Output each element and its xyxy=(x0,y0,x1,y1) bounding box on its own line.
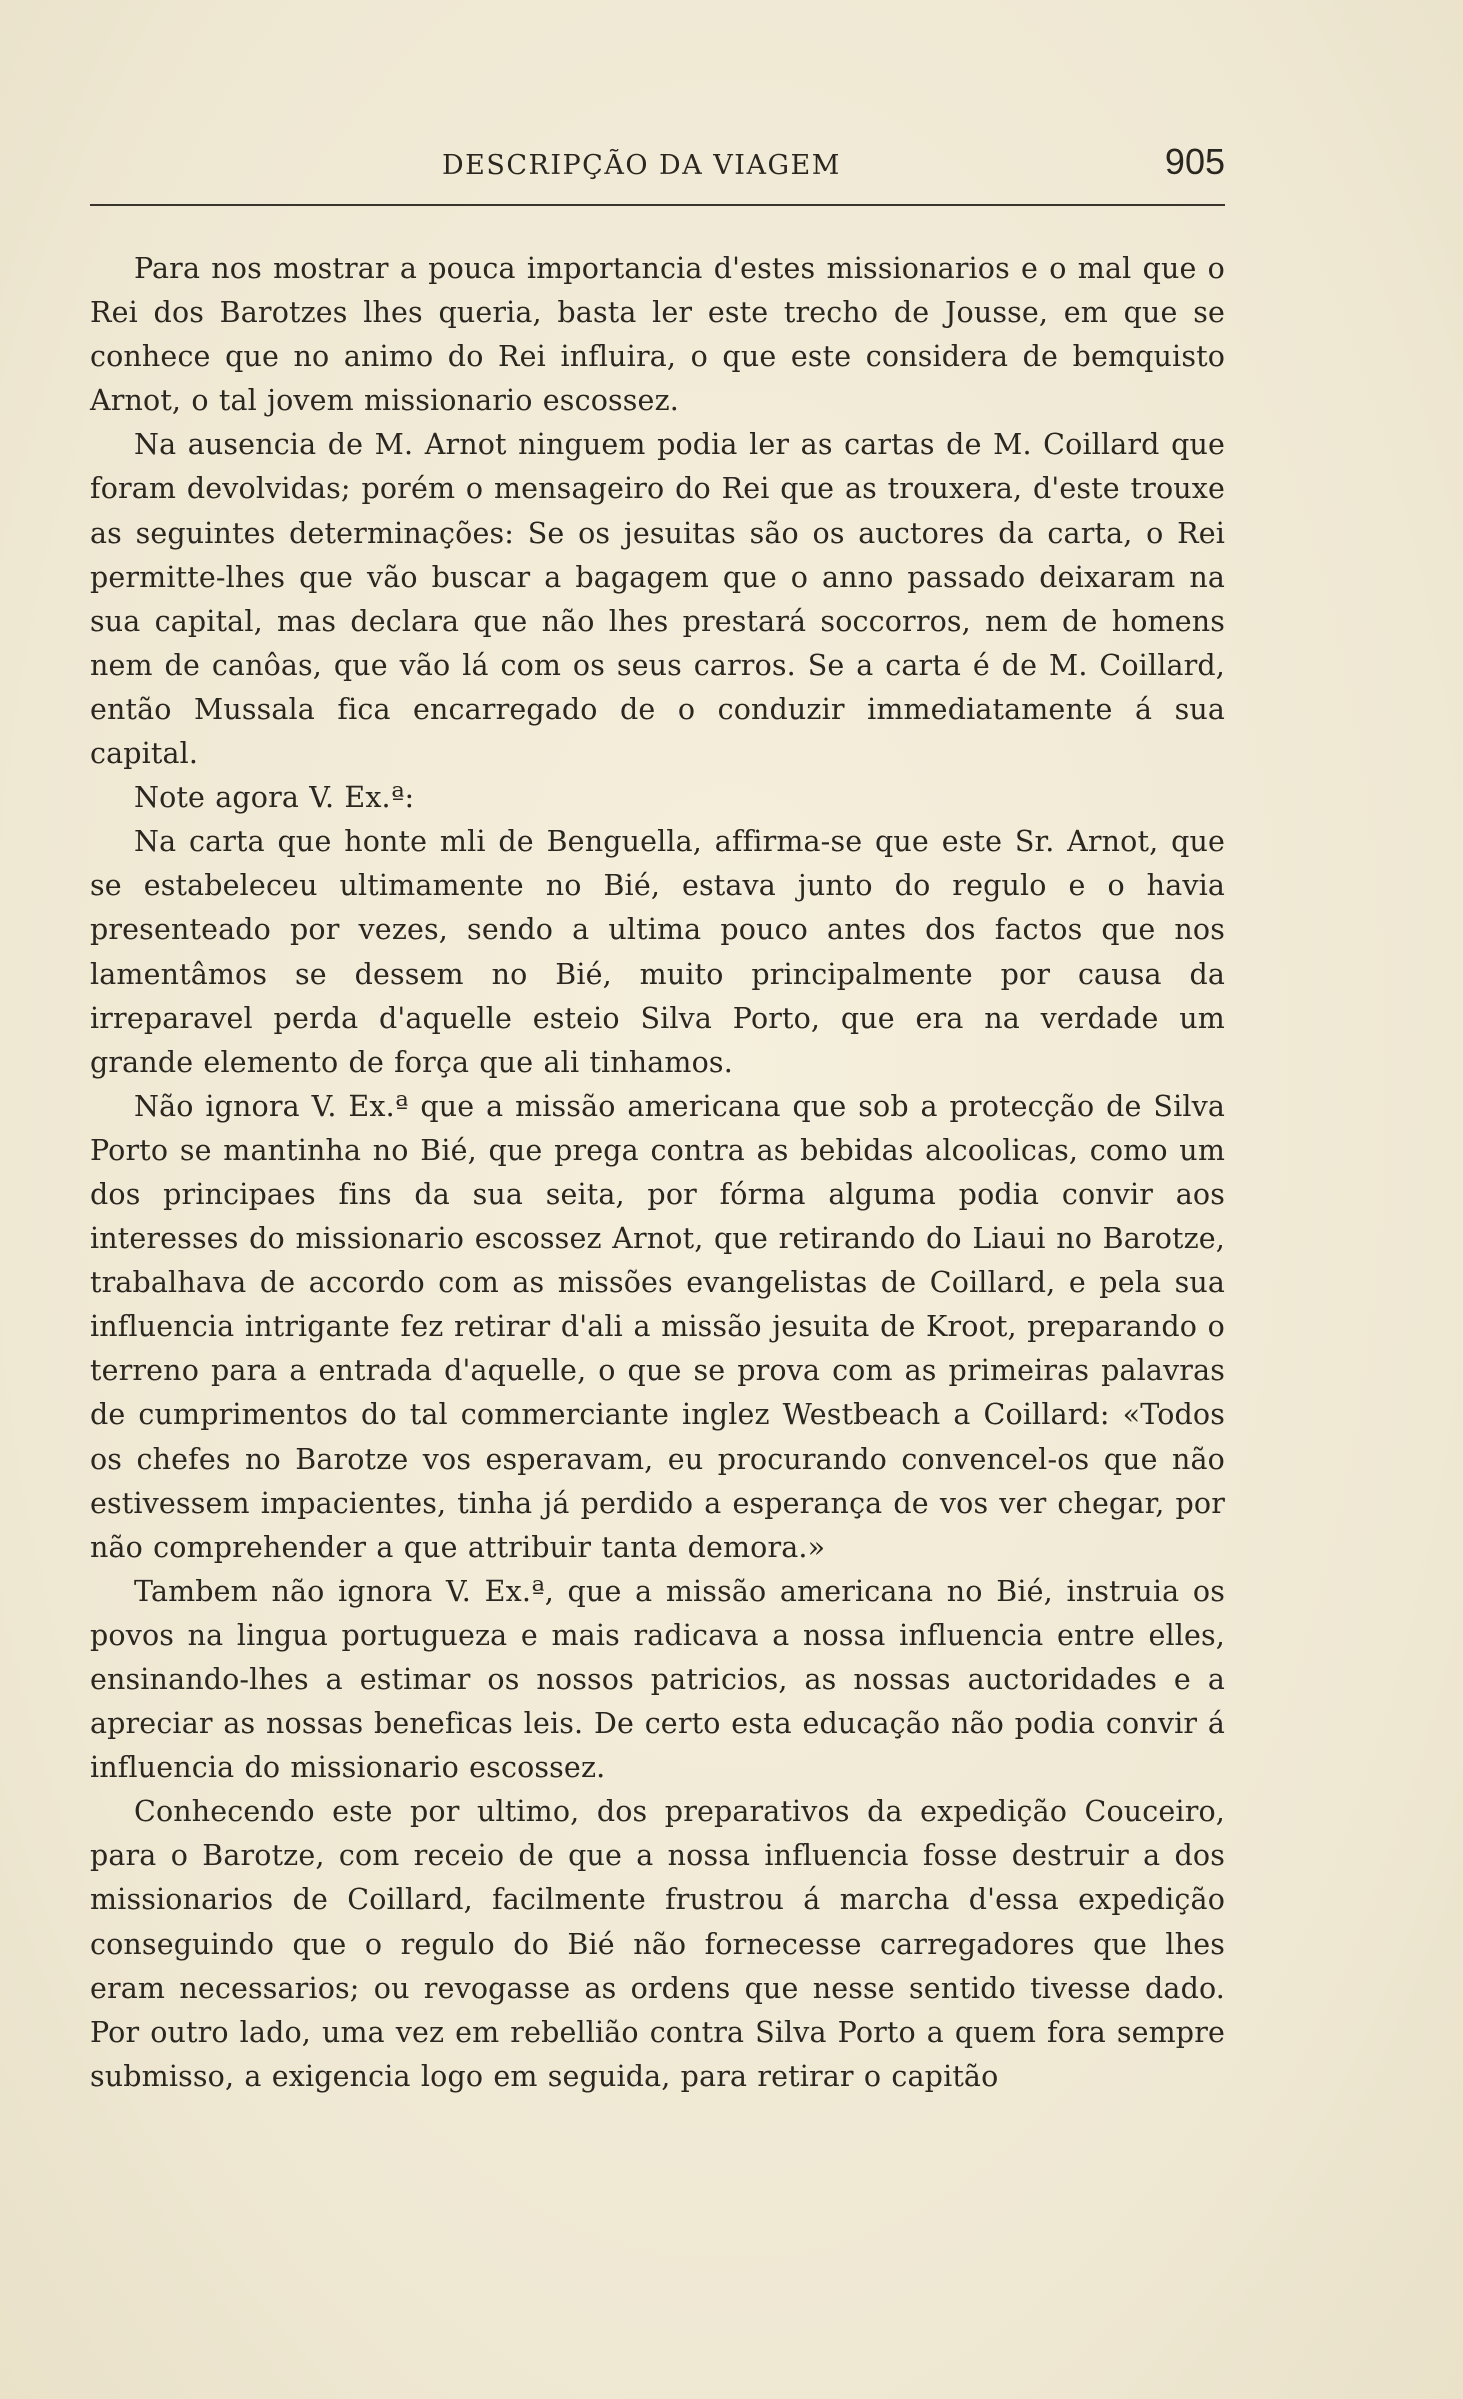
header-rule xyxy=(90,204,1225,206)
paragraph: Note agora V. Ex.ª: xyxy=(134,781,415,815)
running-title: DESCRIPÇÃO DA VIAGEM xyxy=(442,150,841,181)
page-number: 905 xyxy=(1164,141,1225,182)
paragraph: Na carta que honte mli de Benguella, affirma-se que este Sr. Arnot, que se estabeleceu ultimamente no Bié, estava junto do regulo e o havia presenteado por vezes, sendo a ultima pouco antes dos factos que nos lamentâmos se dessem no Bié, muito principalmente por causa da irreparavel perda d'aquelle esteio Silva Porto, que era na verdade um grande elemento de força que ali tinhamos. xyxy=(90,825,1225,1079)
paragraph: Tambem não ignora V. Ex.ª, que a missão americana no Bié, instruia os povos na lingua portugueza e mais radicava a nossa influencia entre elles, ensinando-lhes a estimar os nossos patricios, as nossas auctoridades e a apreciar as nossas beneficas leis. De certo esta educação não podia convir á influencia do missionario escossez. xyxy=(90,1574,1225,1785)
running-head xyxy=(90,141,1225,190)
body-text xyxy=(90,247,1225,2099)
paragraph: Conhecendo este por ultimo, dos preparativos da expedição Couceiro, para o Barotze, com receio de que a nossa influencia fosse destruir a dos missionarios de Coillard, facilmente frustrou á marcha d'essa expedição conseguindo que o regulo do Bié não fornecesse carregadores que lhes eram necessarios; ou revogasse as ordens que nesse sentido tivesse dado. Por outro lado, uma vez em rebellião contra Silva Porto a quem fora sempre submisso, a exigencia logo em seguida, para retirar o capitão xyxy=(90,1795,1225,2093)
paragraph: Na ausencia de M. Arnot ninguem podia ler as cartas de M. Coillard que foram devolvidas; porém o mensageiro do Rei que as trouxera, d'este trouxe as seguintes determinações: Se os jesuitas são os auctores da carta, o Rei permitte-lhes que vão buscar a bagagem que o anno passado deixaram na sua capital, mas declara que não lhes prestará soccorros, nem de homens nem de canôas, que vão lá com os seus carros. Se a carta é de M. Coillard, então Mussala fica encarregado de o conduzir immediatamente á sua capital. xyxy=(90,428,1225,771)
paragraph: Não ignora V. Ex.ª que a missão americana que sob a protecção de Silva Porto se mantinha no Bié, que prega contra as bebidas alcoolicas, como um dos principaes fins da sua seita, por fórma alguma podia convir aos interesses do missionario escossez Arnot, que retirando do Liaui no Barotze, trabalhava de accordo com as missões evangelistas de Coillard, e pela sua influencia intrigante fez retirar d'ali a missão jesuita de Kroot, preparando o terreno para a entrada d'aquelle, o que se prova com as primeiras palavras de cumprimentos do tal commerciante inglez Westbeach a Coillard: «Todos os chefes no Barotze vos esperavam, eu procurando convencel-os que não estivessem impacientes, tinha já perdido a esperança de vos ver chegar, por não comprehender a que attribuir tanta demora.» xyxy=(90,1089,1225,1564)
paragraph: Para nos mostrar a pouca importancia d'estes missionarios e o mal que o Rei dos Barotzes lhes queria, basta ler este trecho de Jousse, em que se conhece que no animo do Rei influira, o que este considera de bemquisto Arnot, o tal jovem missionario escossez. xyxy=(90,252,1225,418)
